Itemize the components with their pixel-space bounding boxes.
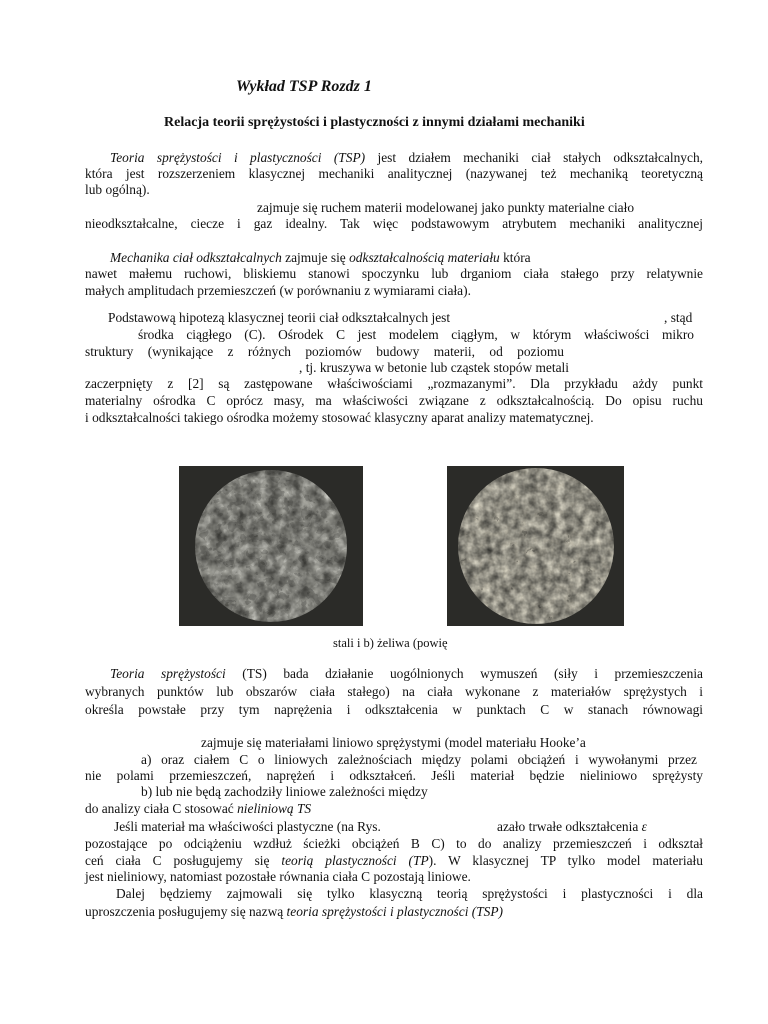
term-elasticity: Teoria sprężystości bbox=[110, 666, 226, 681]
text-line: zaczerpnięty z [2] są zastępowane właściwościami „rozmazanymi”. Dla przykładu ażdy punkt bbox=[85, 376, 703, 391]
text-fragment: azało trwałe odkształcenia bbox=[497, 819, 642, 834]
term-tsp: Teoria sprężystości i plastyczności (TSP) bbox=[110, 150, 366, 165]
text-fragment: do analizy ciała C stosować bbox=[85, 801, 238, 816]
text-line: nie polami przemieszczeń, naprężeń i odkształceń. Jeśli materiał będzie nieliniowo sprężysty bbox=[85, 768, 703, 783]
page-title: Wykład TSP Rozdz 1 bbox=[236, 78, 372, 95]
text-line: nawet małemu ruchowi, bliskiemu stanowi spoczynku lub drganiom ciała stałego przy relatywnie bbox=[85, 266, 703, 281]
figure-cast-iron-microstructure bbox=[447, 466, 624, 626]
text-line: zajmuje się ruchem materii modelowanej jako punkty materialne ciało bbox=[257, 200, 635, 215]
text-line: zajmuje się materiałami liniowo sprężystymi (model materiału Hooke’a bbox=[201, 735, 586, 750]
text-fragment: która bbox=[499, 250, 531, 265]
symbol-epsilon: ε bbox=[641, 819, 647, 834]
text-line: b) lub nie będą zachodziły liniowe zależności między bbox=[141, 784, 428, 799]
text-line: struktury (wynikające z różnych poziomów budowy materii, od poziomu bbox=[85, 344, 564, 359]
text-line: jest działem mechaniki ciał stałych odkształcalnych, bbox=[365, 150, 703, 165]
text-fragment: ceń ciała C posługujemy się bbox=[85, 853, 282, 868]
text-line: Jeśli materiał ma właściwości plastyczne (na Rys. bbox=[114, 819, 381, 834]
text-fragment: zajmuje się bbox=[281, 250, 350, 265]
text-line: nieodkształcalne, ciecze i gaz idealny. Tak więc podstawowym atrybutem mechaniki analitycznej bbox=[85, 216, 703, 231]
text-line: materialny ośrodka C oprócz masy, ma właściwości związane z odkształcalnością. Do opisu ruchu bbox=[85, 393, 703, 408]
text-line: pozostające po odciążeniu wzdłuż ścieżki obciążeń B C) to do analizy przemieszczeń i odkształ bbox=[85, 836, 703, 851]
text-line: a) oraz ciałem C o liniowych zależnościach między polami obciążeń i wywołanymi przez bbox=[141, 752, 697, 767]
text-fragment: , stąd bbox=[664, 310, 693, 325]
text-fragment: ). W klasycznej TP tylko model materiału bbox=[428, 853, 703, 868]
text-line: jest nieliniowy, natomiast pozostałe równania ciała C pozostają liniowe. bbox=[85, 869, 471, 884]
term-nonlinear-ts: nieliniową TS bbox=[237, 801, 312, 816]
figure-caption: stali i b) żeliwa (powię bbox=[333, 636, 448, 650]
text-line: lub ogólną). bbox=[85, 182, 150, 197]
text-fragment: uproszczenia posługujemy się nazwą bbox=[85, 904, 287, 919]
text-line: środka ciągłego (C). Ośrodek C jest modelem ciągłym, w którym właściwości mikro bbox=[138, 327, 694, 342]
text-line: która jest rozszerzeniem klasycznej mechaniki analitycznej (nazywanej też mechaniką teoretyczną bbox=[85, 166, 703, 181]
text-line: określa powstałe przy tym naprężenia i odkształcenia w punktach C w stanach równowagi bbox=[85, 702, 703, 717]
term-tsp-name: teoria sprężystości i plastyczności (TSP) bbox=[286, 904, 504, 919]
text-line: wybranych punktów lub obszarów ciała stałego) na ciała wykonane z materiałów sprężystych i bbox=[85, 684, 703, 699]
text-line: Dalej będziemy zajmowali się tylko klasyczną teorią sprężystości i plastyczności i dla bbox=[116, 886, 703, 901]
text-line: małych amplitudach przemieszczeń (w porównaniu z wymiarami ciała). bbox=[85, 283, 471, 298]
text-fragment: (TS) bada działanie uogólnionych wymuszeń (siły i przemieszczenia bbox=[225, 666, 703, 681]
term-deformability: odkształcalnością materiału bbox=[349, 250, 500, 265]
text-line: , tj. kruszywa w betonie lub cząstek stopów metali bbox=[299, 360, 569, 375]
section-subtitle: Relacja teorii sprężystości i plastyczności z innymi działami mechaniki bbox=[164, 115, 585, 130]
term-mechanics: Mechanika ciał odkształcalnych bbox=[110, 250, 282, 265]
figure-steel-microstructure bbox=[179, 466, 363, 626]
text-line: i odkształcalności takiego ośrodka możemy stosować klasyczny aparat analizy matematycznej. bbox=[85, 410, 594, 425]
text-line: Podstawową hipotezą klasycznej teorii ciał odkształcalnych jest bbox=[108, 310, 451, 325]
term-plasticity: teorią plastyczności (TP bbox=[281, 853, 429, 868]
